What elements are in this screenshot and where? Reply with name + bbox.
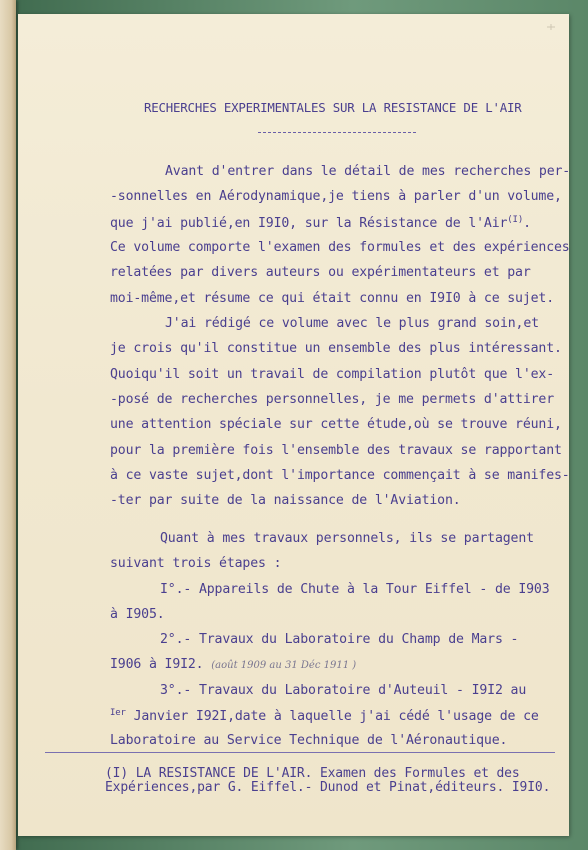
- paragraph1-line3-end: .: [523, 216, 531, 231]
- paragraph1-line3: [110, 215, 531, 231]
- previous-page-edge: [0, 0, 16, 850]
- paragraph2-line2: je crois qu'il constitue un ensemble des plus intéressant.: [110, 341, 562, 356]
- paragraph2-line6: pour la première fois l'ensemble des travaux se rapportant: [110, 443, 562, 458]
- footnote-line1: (I) LA RESISTANCE DE L'AIR. Examen des Formules et des: [105, 766, 520, 781]
- footnote-separator: [45, 752, 555, 753]
- paragraph2-line5: une attention spéciale sur cette étude,où se trouve réuni,: [110, 417, 562, 432]
- footnote-line2: Expériences,par G. Eiffel.- Dunod et Pinat,éditeurs. I9I0.: [105, 780, 551, 795]
- heading-underline: [258, 132, 416, 133]
- item3-ordinal: Ier: [110, 708, 126, 718]
- item2-line1: 2°.- Travaux du Laboratoire du Champ de Mars -: [160, 632, 519, 647]
- paragraph1-line4: Ce volume comporte l'examen des formules et des expériences: [110, 240, 570, 255]
- paragraph1-line3-text: que j'ai publié,en I9I0, sur la Résistance de l'Air: [110, 216, 508, 231]
- item3-line2-text: Janvier I92I,date à laquelle j'ai cédé l'usage de ce: [125, 709, 539, 724]
- paragraph2-line3: Quoiqu'il soit un travail de compilation plutôt que l'ex-: [110, 367, 555, 382]
- document-heading: RECHERCHES EXPERIMENTALES SUR LA RESISTANCE DE L'AIR: [144, 100, 522, 115]
- item3-line2: [110, 708, 539, 724]
- paragraph2-line7: à ce vaste sujet,dont l'importance commençait à se manifes-: [110, 468, 570, 483]
- item1-line1: I°.- Appareils de Chute à la Tour Eiffel - de I903: [160, 582, 550, 597]
- item1-line2: à I905.: [110, 607, 165, 622]
- corner-mark-icon: [547, 24, 555, 30]
- paragraph2-line8: -ter par suite de la naissance de l'Aviation.: [110, 493, 461, 508]
- paragraph2-line1: J'ai rédigé ce volume avec le plus grand soin,et: [165, 316, 539, 331]
- handwritten-annotation: (août 1909 au 31 Déc 1911 ): [211, 660, 357, 671]
- page-content: [18, 14, 569, 836]
- paragraph2-line4: -posé de recherches personnelles, je me permets d'attirer: [110, 392, 555, 407]
- paragraph1-line2: -sonnelles en Aérodynamique,je tiens à parler d'un volume,: [110, 189, 562, 204]
- document-page: [18, 14, 569, 836]
- item2-line2-text: I906 à I9I2.: [110, 657, 204, 672]
- paragraph1-line5: relatées par divers auteurs ou expérimentateurs et par: [110, 265, 531, 280]
- paragraph1-line6: moi-même,et résume ce qui était connu en I9I0 à ce sujet.: [110, 291, 555, 306]
- paragraph1-line1: Avant d'entrer dans le détail de mes recherches per-: [165, 164, 571, 179]
- item3-line1: 3°.- Travaux du Laboratoire d'Auteuil - I9I2 au: [160, 683, 527, 698]
- paragraph3-line2: suivant trois étapes :: [110, 556, 282, 571]
- item3-line3: Laboratoire au Service Technique de l'Aéronautique.: [110, 733, 508, 748]
- paragraph3-line1: Quant à mes travaux personnels, ils se partagent: [160, 531, 534, 546]
- item2-line2: [110, 657, 356, 672]
- footnote-reference: (I): [507, 215, 524, 225]
